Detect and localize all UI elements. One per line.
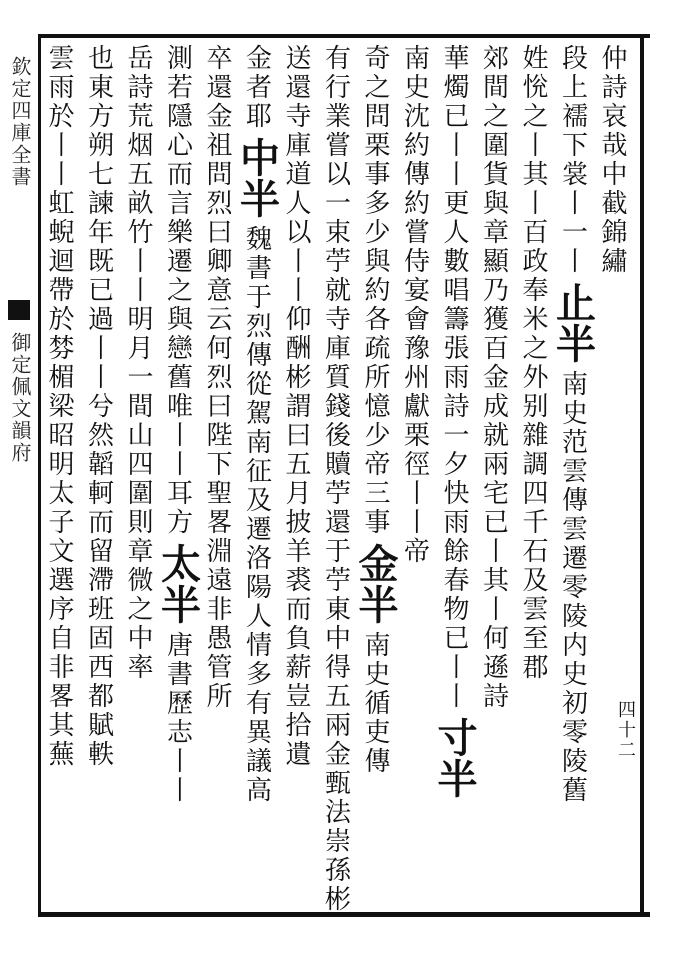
text-column <box>120 44 156 682</box>
top-border <box>40 34 650 38</box>
text-segment: 奇之問栗事多少與約各疏所憶少帝三事 <box>360 44 390 537</box>
text-segment: 南史沈約傳約嘗侍宴會豫州獻栗徑丨丨帝 <box>399 44 430 566</box>
text-segment: 政奉米之外别雜調四千石及雲至郡 <box>518 247 548 682</box>
rhyme-heading: 太半 <box>154 543 202 625</box>
rhyme-heading: 止半 <box>549 282 597 364</box>
rhyme-heading: 寸半 <box>431 717 478 799</box>
page-number: 四十二 <box>615 700 636 760</box>
text-segment: 也東方朔七諫年既已過丨丨兮然韜軻而留滯班固西都賦軼 <box>83 44 114 769</box>
rhyme-heading: 金半 <box>352 543 399 625</box>
text-column <box>594 44 630 276</box>
text-column <box>154 44 202 805</box>
text-segment: 南史循吏傳 <box>360 631 390 776</box>
text-column <box>278 44 314 769</box>
text-segment: 唐書歷志丨丨 <box>162 631 193 805</box>
text-segment: 南史范雲傳雲遷零陵内史初零陵舊 <box>557 370 588 805</box>
rhyme-heading: 中半 <box>233 137 281 219</box>
text-segment: 華燭已丨丨更人數唱籌張雨詩一夕快雨餘春物已丨丨 <box>439 44 469 711</box>
text-column <box>431 44 478 805</box>
text-segment: 有行業嘗以一束苧就寺庫質錢後贖苧還于苧東中得五兩金 <box>320 44 351 769</box>
text-column <box>199 44 235 711</box>
text-segment: 卒還金 <box>202 44 232 131</box>
text-segment: 岳詩荒烟五畝竹丨丨明月一間山四圍 <box>123 44 153 508</box>
text-segment: 段上襦下裳 <box>557 44 588 189</box>
text-segment: 雲雨於丨丨虹蜺迴帶於棼楣梁昭明太子文選序自非畧其蕪 <box>44 44 74 769</box>
text-column <box>81 44 117 769</box>
text-column <box>233 44 281 805</box>
fold-marker <box>8 300 30 320</box>
text-column <box>476 44 512 711</box>
text-segment: 送還寺庫道人以丨丨仰酬彬謂曰五月披羊裘而負薪豈拾遺 <box>281 44 311 769</box>
text-segment: 金者耶 <box>241 44 272 131</box>
text-column <box>352 44 399 776</box>
text-segment: 仲詩哀哉中截錦繡 <box>597 44 627 276</box>
right-border <box>640 34 644 917</box>
text-segment: 郊間之圍貨與章顯乃獲百金成就兩宅已丨其丨何遜詩 <box>478 44 509 711</box>
text-segment: 祖問烈曰卿意云何烈曰陛下聖畧淵遠非愚管所 <box>202 131 232 711</box>
text-segment: 丨一丨 <box>557 189 588 276</box>
header-fragment: 欽定四庫全書 <box>8 56 32 188</box>
text-segment: 姓恱之 <box>518 44 548 131</box>
text-segment: 丨其丨百 <box>518 131 548 247</box>
text-column <box>549 44 597 805</box>
text-segment: 甄法崇孫彬 <box>320 769 351 914</box>
text-column <box>318 44 354 914</box>
text-segment: 魏書于烈傳從駕南征及遷洛陽人情多有異議高 <box>241 225 272 805</box>
text-column <box>397 44 433 566</box>
book-title: 御定佩文韻府 <box>8 332 32 464</box>
text-column <box>515 44 551 682</box>
text-segment: 則章微之中率 <box>123 508 153 682</box>
text-segment: 測若隱心而言樂遷之與戀舊唯丨丨耳方 <box>162 44 193 537</box>
text-column <box>41 44 77 769</box>
